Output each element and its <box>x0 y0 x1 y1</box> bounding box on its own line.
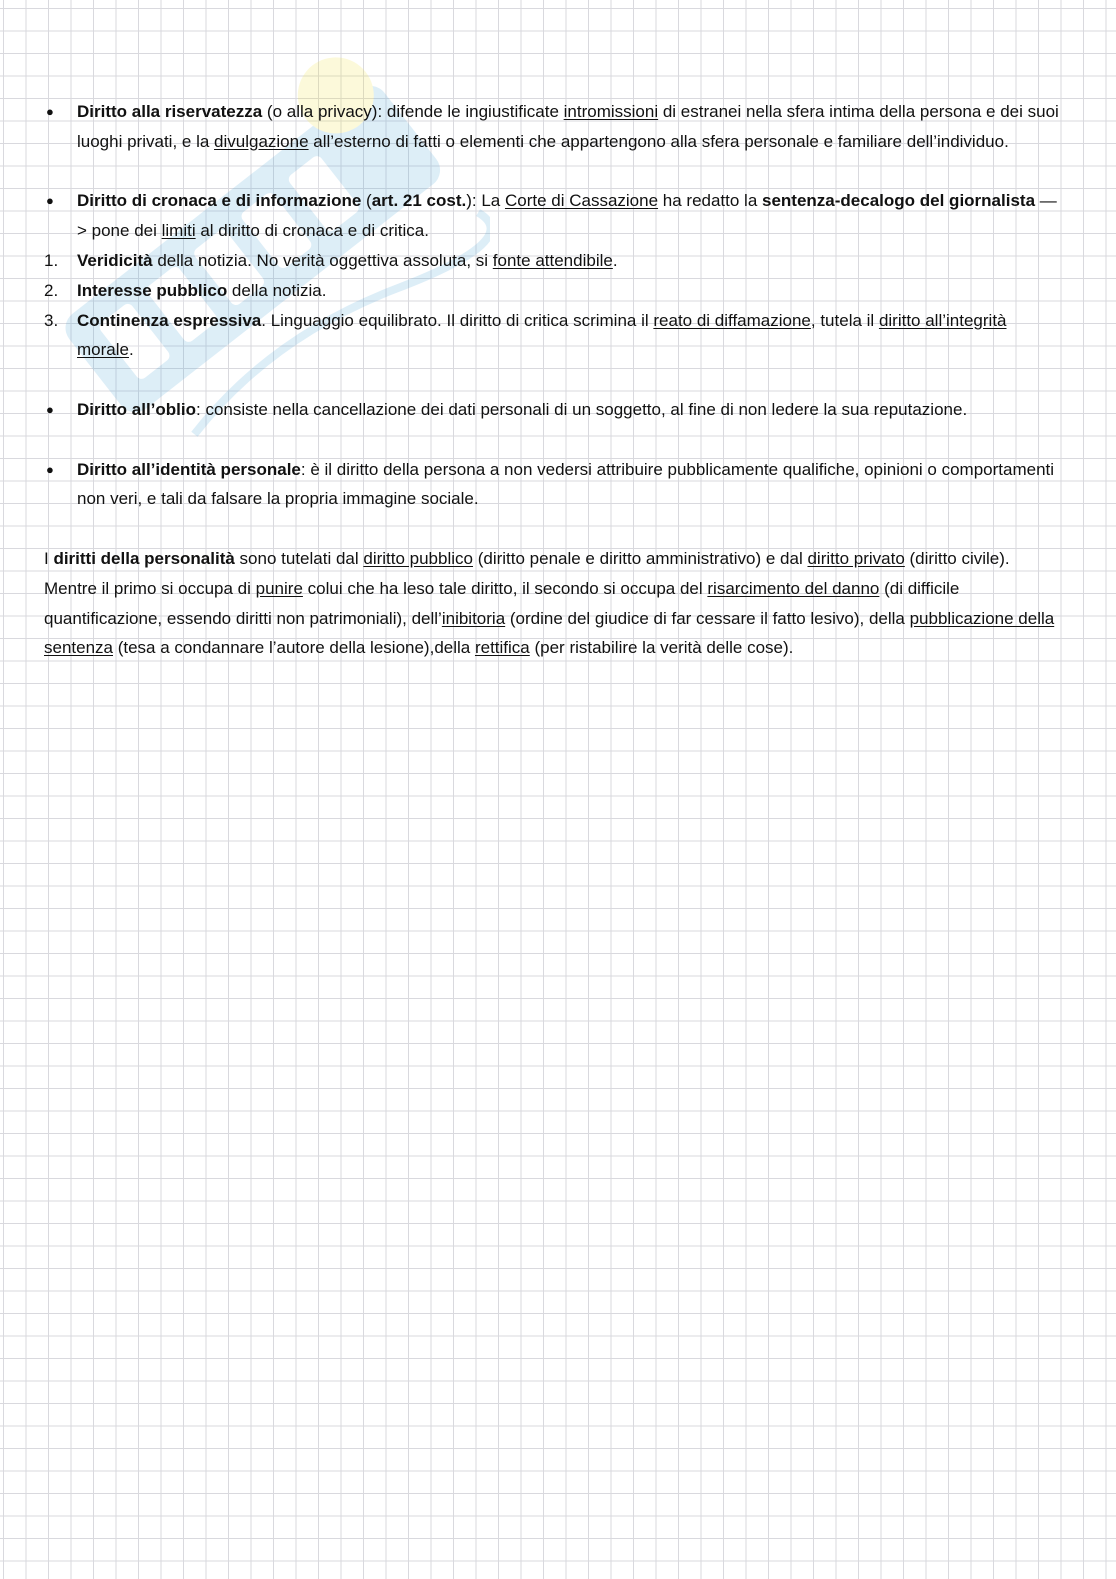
term-cronaca: Diritto di cronaca e di informazione <box>77 191 362 211</box>
bullet-item-riservatezza <box>44 97 1064 157</box>
list-number: 2. <box>44 280 59 300</box>
text: ): La <box>466 191 505 211</box>
bullet-dot: ● <box>46 401 54 417</box>
text: (o alla privacy): difende le ingiustificate <box>262 102 564 121</box>
bold-term: Interesse pubblico <box>77 280 228 300</box>
text: : è il diritto della persona a non vedersi attribuire pubblicamente qualifiche, opinioni o comportamenti non veri, e tali da falsare la propria immagine sociale. <box>77 459 1055 509</box>
underlined-term: diritto privato <box>807 548 905 568</box>
bold-term: Veridicità <box>77 250 153 270</box>
text: (diritto civile). Mentre il primo si occupa di <box>44 548 1010 598</box>
bullet-item-identita <box>44 455 1064 515</box>
underlined-term: Corte di Cassazione <box>504 191 659 211</box>
document-body <box>44 97 1064 663</box>
bullet-dot: ● <box>46 104 54 119</box>
text: , tutela il <box>810 310 879 330</box>
bullet-item-cronaca <box>44 186 1064 246</box>
underlined-term: reato di diffamazione <box>653 310 811 330</box>
text: : consiste nella cancellazione dei dati personali di un soggetto, al fine di non ledere la sua reputazione. <box>196 399 968 419</box>
bullet-dot: ● <box>46 461 54 477</box>
underlined-term: intromissioni <box>563 102 659 121</box>
underlined-term: diritto pubblico <box>363 548 473 568</box>
bold-term: Continenza espressiva <box>77 310 262 330</box>
text: della notizia. No verità oggettiva assoluta, si <box>152 250 493 270</box>
bold-term: diritti della personalità <box>53 548 235 568</box>
underlined-term: punire <box>255 578 303 598</box>
text: . <box>128 340 134 360</box>
text: all’esterno di fatti o elementi che appartengono alla sfera personale e familiare dell’individuo. <box>308 131 1009 151</box>
underlined-term: pubblicazione della sentenza <box>44 608 1055 658</box>
text: colui che ha leso tale diritto, il secondo si occupa del <box>302 578 708 598</box>
underlined-term: fonte attendibile <box>492 250 613 270</box>
underlined-term: limiti <box>161 221 196 241</box>
term-riservatezza: Diritto alla riservatezza <box>77 102 263 121</box>
text: —> pone dei <box>77 191 1057 241</box>
article-reference: art. 21 cost. <box>371 191 467 211</box>
text: al diritto di cronaca e di critica. <box>195 221 429 241</box>
list-number: 1. <box>44 250 59 270</box>
numbered-item <box>44 306 1064 366</box>
text: . Linguaggio equilibrato. Il diritto di critica scrimina il <box>261 310 654 330</box>
text: ha redatto la <box>658 191 763 211</box>
text: ( <box>361 191 372 211</box>
text: della notizia. <box>227 280 327 300</box>
text: (diritto penale e diritto amministrativo) e dal <box>472 548 808 568</box>
numbered-item <box>44 276 1064 306</box>
underlined-term: diritto all’integrità morale <box>77 310 1007 360</box>
underlined-term: risarcimento del danno <box>707 578 880 598</box>
text: di estranei nella sfera intima della persona e dei suoi luoghi privati, e la <box>77 102 1059 151</box>
text: (ordine del giudice di far cessare il fatto lesivo), della <box>505 608 910 628</box>
term-oblio: Diritto all’oblio <box>77 399 196 419</box>
text: (per ristabilire la verità delle cose). <box>529 638 794 658</box>
conclusion-paragraph <box>44 544 1064 663</box>
text: (di difficile quantificazione, essendo diritti non patrimoniali), dell’ <box>44 578 960 628</box>
underlined-term: rettifica <box>474 638 530 658</box>
bold-term: sentenza-decalogo del giornalista <box>762 191 1036 211</box>
text: sono tutelati dal <box>234 548 364 568</box>
underlined-term: inibitoria <box>441 608 506 628</box>
underlined-term: divulgazione <box>214 131 309 151</box>
term-identita: Diritto all’identità personale <box>77 459 301 479</box>
text: I <box>44 548 54 568</box>
numbered-item <box>44 246 1064 276</box>
text: . <box>612 250 618 270</box>
list-number: 3. <box>44 310 59 330</box>
text: (tesa a condannare l’autore della lesione),della <box>113 638 475 658</box>
bullet-item-oblio <box>44 395 1064 425</box>
bullet-dot: ● <box>46 193 54 209</box>
